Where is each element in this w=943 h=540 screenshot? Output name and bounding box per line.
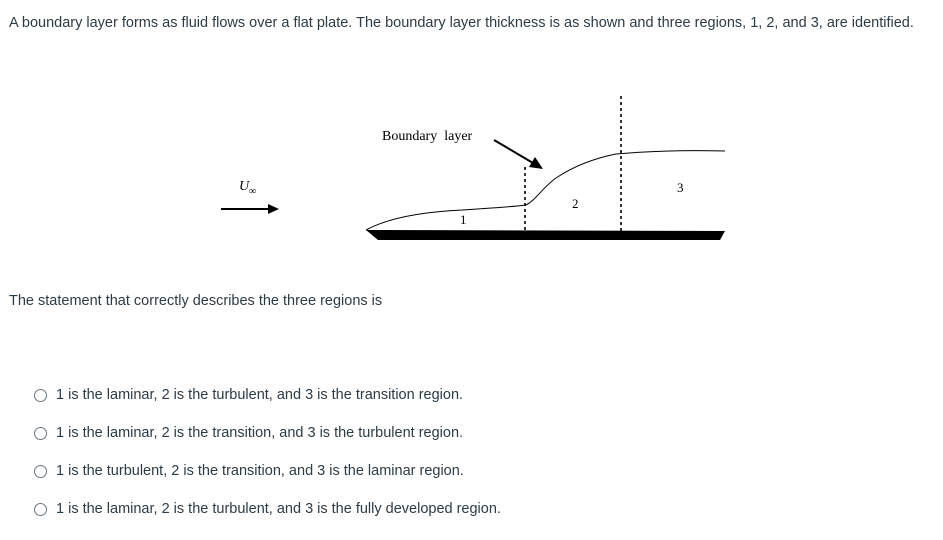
answer-option-2[interactable] [34, 414, 501, 452]
answer-options [34, 376, 501, 528]
radio-button[interactable] [34, 503, 47, 516]
boundary-layer-label: Boundary layer [382, 129, 473, 144]
answer-option-3[interactable] [34, 452, 501, 490]
answer-option-4[interactable] [34, 490, 501, 528]
radio-button[interactable] [34, 427, 47, 440]
boundary-layer-pointer-arrow [494, 140, 543, 169]
flow-arrow [221, 204, 279, 214]
flat-plate [366, 230, 725, 240]
region-2-label: 2 [572, 196, 579, 211]
boundary-layer-curve [366, 151, 725, 230]
answer-label: 1 is the laminar, 2 is the turbulent, and 3 is the fully developed region. [56, 501, 501, 517]
velocity-label: $U_\infty$ [239, 179, 257, 197]
answer-label: 1 is the laminar, 2 is the turbulent, and 3 is the transition region. [56, 387, 464, 403]
radio-button[interactable] [34, 389, 47, 402]
answer-label: 1 is the laminar, 2 is the transition, and 3 is the turbulent region. [56, 425, 464, 441]
answer-option-1[interactable] [34, 376, 501, 414]
answer-label: 1 is the turbulent, 2 is the transition, and 3 is the laminar region. [56, 463, 464, 479]
region-1-label: 1 [460, 212, 467, 227]
radio-button[interactable] [34, 465, 47, 478]
question-prompt: The statement that correctly describes the three regions is [9, 293, 383, 309]
question-intro: A boundary layer forms as fluid flows over a flat plate. The boundary layer thickness is as shown and three regions, 1, 2, and 3, are identified. [9, 15, 914, 31]
region-3-label: 3 [677, 180, 684, 195]
